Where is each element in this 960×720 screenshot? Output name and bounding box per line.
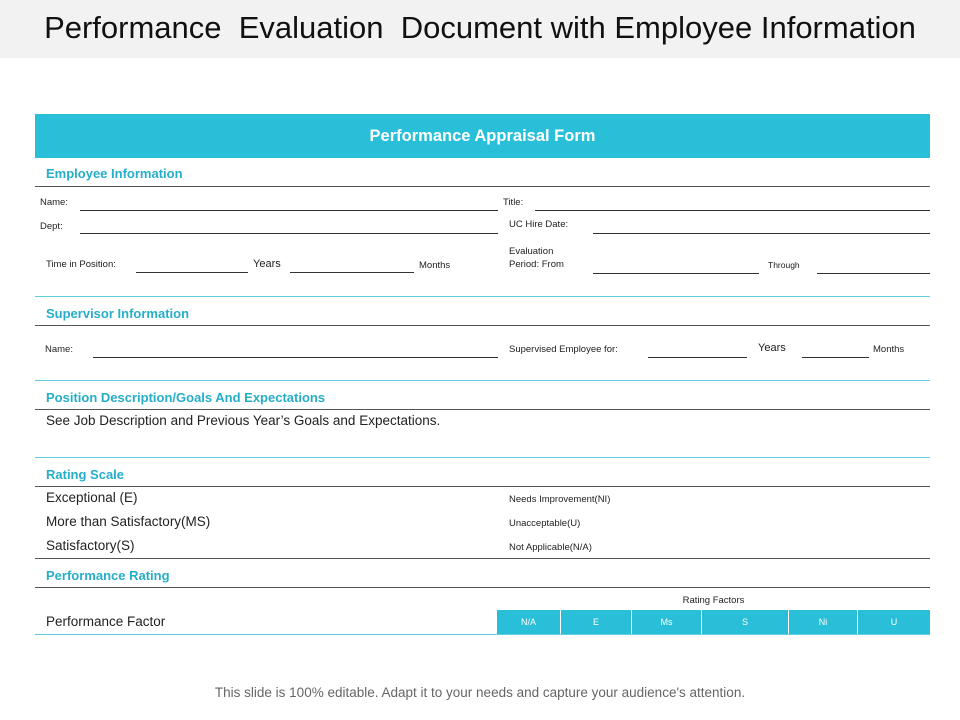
employee-title-label: Title:: [503, 197, 524, 208]
footer-note: This slide is 100% editable. Adapt it to your needs and capture your audience's attention.: [214, 685, 746, 700]
dept-field[interactable]: [80, 233, 498, 234]
performance-rating-heading: Performance Rating: [46, 568, 170, 583]
years-label: Years: [253, 258, 281, 270]
supervisor-info-heading: Supervisor Information: [46, 306, 190, 321]
supervised-employee-label: Supervised Employee for:: [509, 344, 618, 355]
section-divider: [35, 457, 930, 458]
section-divider: [35, 486, 930, 487]
rating-scale-item: Satisfactory(S): [46, 538, 135, 553]
employee-name-label: Name:: [40, 197, 68, 208]
rating-scale-item: More than Satisfactory(MS): [46, 514, 211, 529]
employee-info-heading: Employee Information: [46, 166, 183, 181]
performance-factor-label: Performance Factor: [46, 614, 166, 629]
time-in-position-months-field[interactable]: [290, 272, 414, 273]
rating-column-ni: Ni: [788, 610, 857, 634]
section-divider: [35, 587, 930, 588]
months-label: Months: [419, 260, 451, 271]
form-title: Performance Appraisal Form: [369, 127, 596, 145]
evaluation-period-from-label: Period: From: [509, 259, 564, 270]
position-text: See Job Description and Previous Year’s Goals and Expectations.: [46, 413, 441, 428]
evaluation-from-field[interactable]: [593, 273, 759, 274]
supervised-years-field[interactable]: [648, 357, 747, 358]
hire-date-field[interactable]: [593, 233, 930, 234]
dept-label: Dept:: [40, 221, 63, 232]
rating-scale-heading: Rating Scale: [46, 467, 125, 482]
rating-scale-item: Needs Improvement(NI): [509, 494, 611, 505]
evaluation-through-field[interactable]: [817, 273, 930, 274]
section-divider: [35, 186, 930, 187]
time-in-position-label: Time in Position:: [46, 259, 116, 270]
supervised-months-field[interactable]: [802, 357, 869, 358]
time-in-position-years-field[interactable]: [136, 272, 248, 273]
section-divider: [35, 380, 930, 381]
supervisor-months-label: Months: [873, 344, 905, 355]
rating-column-e: E: [560, 610, 631, 634]
rating-scale-item: Exceptional (E): [46, 490, 138, 505]
page-title: Performance Evaluation Document with Employee Information: [44, 10, 916, 45]
rating-scale-item: Not Applicable(N/A): [509, 542, 592, 553]
rating-column-u: U: [857, 610, 930, 634]
supervisor-years-label: Years: [758, 342, 786, 354]
hire-date-label: UC Hire Date:: [509, 219, 569, 230]
section-divider: [35, 409, 930, 410]
rating-scale-item: Unacceptable(U): [509, 518, 581, 529]
evaluation-label: Evaluation: [509, 246, 554, 257]
employee-title-field[interactable]: [535, 210, 930, 211]
rating-column-ms: Ms: [631, 610, 701, 634]
employee-name-field[interactable]: [80, 210, 498, 211]
section-divider: [35, 296, 930, 297]
supervisor-name-field[interactable]: [93, 357, 498, 358]
rating-factors-label: Rating Factors: [682, 595, 745, 606]
section-divider: [35, 558, 930, 559]
section-divider: [35, 325, 930, 326]
rating-column-na: N/A: [497, 610, 560, 634]
position-heading: Position Description/Goals And Expectations: [46, 390, 326, 405]
rating-column-s: S: [701, 610, 788, 634]
through-label: Through: [768, 260, 800, 270]
section-divider: [35, 634, 930, 635]
supervisor-name-label: Name:: [45, 344, 73, 355]
